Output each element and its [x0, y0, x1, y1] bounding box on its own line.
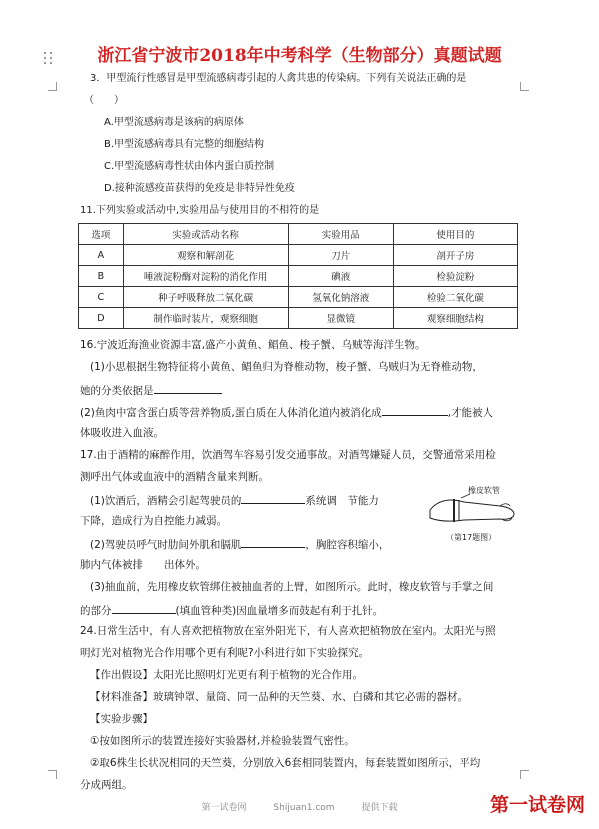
answer-blank[interactable]: [112, 603, 176, 614]
table-header-cell: 使用目的: [393, 224, 517, 245]
question-17-part-3: (3)抽血前，先用橡皮软管绑住被抽血者的上臂，如图所示。此时，橡皮软管与手掌之间: [90, 581, 494, 593]
arm-tourniquet-figure: [428, 484, 518, 546]
figure-caption: （第17题图）: [446, 533, 497, 542]
question-16-part-1-line-2: [80, 383, 222, 397]
question-17-part-3-text: 的部分: [80, 605, 112, 617]
page-corner-mark: [520, 770, 529, 779]
question-17-stem-line-2: 测呼出气体或血液中的酒精含量来判断。: [80, 471, 269, 483]
page-corner-mark: [520, 82, 529, 91]
answer-blank[interactable]: [382, 405, 448, 416]
table-cell: 制作临时装片，观察细胞: [123, 308, 288, 329]
table-cell: 检验二氧化碳: [393, 287, 517, 308]
table-cell: 检验淀粉: [393, 266, 517, 287]
question-11-stem: 11.下列实验或活动中,实验用品与使用目的不相符的是: [80, 205, 320, 216]
question-16-part-2-text-end: ,才能被人: [447, 407, 494, 419]
answer-blank[interactable]: [241, 537, 305, 548]
table-row: [79, 245, 518, 266]
materials-line: 【材料准备】玻璃钟罩、量筒、同一品种的天竺葵、水、白磷和其它必需的器材。: [90, 691, 468, 703]
table-header-cell: 实验或活动名称: [123, 224, 288, 245]
question-16-part-1-text: 她的分类依据是: [80, 385, 154, 397]
table-cell: A: [79, 245, 124, 266]
page-corner-mark: [48, 82, 57, 91]
figure-label: 橡皮软管: [468, 486, 500, 495]
table-cell: 碘液: [288, 266, 393, 287]
question-17-part-1-line-2: 下降，造成行为自控能力减弱。: [80, 515, 227, 527]
table-header-cell: 选项: [79, 224, 124, 245]
question-17-part-1: [90, 493, 379, 507]
table-cell: 剖开子房: [393, 245, 517, 266]
answer-blank[interactable]: [154, 383, 222, 394]
table-cell: 刀片: [288, 245, 393, 266]
footer-site: 第一试卷网: [201, 803, 247, 813]
table-row: [79, 287, 518, 308]
step-2: ②取6株生长状况相同的天竺葵，分别放入6套相同装置内，每套装置如图所示，平均: [90, 757, 481, 769]
question-17-part-2: [90, 537, 389, 551]
option-b: B.甲型流感病毒具有完整的细胞结构: [104, 139, 265, 150]
option-a: A.甲型流感病毒是该病的病原体: [104, 117, 244, 128]
table-cell: 氢氧化钠溶液: [288, 287, 393, 308]
question-16-stem: 16.宁波近海渔业资源丰富,盛产小黄鱼、鲳鱼、梭子蟹、乌贼等海洋生物。: [80, 339, 426, 351]
answer-bracket: （ ）: [84, 95, 124, 106]
hypothesis-line: 【作出假设】太阳光比照明灯光更有利于植物的光合作用。: [90, 669, 363, 681]
option-d: D.接种流感疫苗获得的免疫是非特异性免疫: [104, 183, 295, 194]
answer-blank[interactable]: [241, 493, 305, 504]
question-3-stem: 3．甲型流行性感冒是甲型流感病毒引起的人禽共患的传染病。下列有关说法正确的是: [90, 73, 467, 84]
table-row: [79, 308, 518, 329]
question-17-part-1-text-end: 系统调 节能力: [305, 495, 379, 507]
table-cell: 种子呼吸释放二氧化碳: [123, 287, 288, 308]
question-17-part-3-text-end: (填血管种类)因血量增多而鼓起有利于扎针。: [175, 605, 384, 617]
footer-url[interactable]: Shijuan1.com: [273, 803, 335, 813]
question-17-part-2-text: (2)驾驶员呼气时肋间外肌和膈肌: [90, 539, 242, 551]
step-1: ①按如图所示的装置连接好实验器材,并检验装置气密性。: [90, 735, 355, 747]
footer-slogan: 提供下载: [361, 803, 398, 813]
page-title: 浙江省宁波市2018年中考科学（生物部分）真题试题: [97, 46, 502, 66]
table-cell: 显微镜: [288, 308, 393, 329]
table-cell: 唾液淀粉酶对淀粉的消化作用: [123, 266, 288, 287]
step-2-line-2: 分成两组。: [80, 779, 133, 791]
table-cell: D: [79, 308, 124, 329]
question-24-stem-line-2: 明灯光对植物光合作用哪个更有利呢?小科进行如下实验探究。: [80, 647, 370, 659]
table-cell: B: [79, 266, 124, 287]
table-cell: C: [79, 287, 124, 308]
question-16-part-1: (1)小思根据生物特征将小黄鱼、鲳鱼归为脊椎动物，梭子蟹、乌贼归为无脊椎动物，: [90, 361, 483, 373]
question-17-part-2-line-2: 肺内气体被排 出体外。: [80, 559, 206, 571]
page-corner-mark: [48, 770, 57, 779]
question-17-part-3-line-2: [80, 603, 383, 617]
steps-heading: 【实验步骤】: [90, 713, 153, 725]
question-16-part-2: [80, 405, 493, 419]
table-cell: 观察细胞结构: [393, 308, 517, 329]
question-16-part-2-text: (2)鱼肉中富含蛋白质等营养物质,蛋白质在人体消化道内被消化成: [80, 407, 382, 419]
table-cell: 观察和解剖花: [123, 245, 288, 266]
question-16-part-2-line-2: 体吸收进入血液。: [80, 427, 164, 439]
question-17-part-2-text-end: ，胸腔容积缩小，: [305, 539, 390, 551]
question-17-stem: 17.由于酒精的麻醉作用，饮酒驾车容易引发交通事故。对酒驾嫌疑人员，交警通常采用检: [80, 449, 496, 461]
question-24-stem: 24.日常生活中，有人喜欢把植物放在室外阳光下，有人喜欢把植物放在室内。太阳光与照: [80, 625, 496, 637]
question-17-part-1-text: (1)饮酒后，酒精会引起驾驶员的: [90, 495, 242, 507]
table-header-row: [79, 224, 518, 245]
table-row: [79, 266, 518, 287]
option-c: C.甲型流感病毒性状由体内蛋白质控制: [104, 161, 275, 172]
site-logo: 第一试卷网: [489, 794, 585, 816]
experiment-table: [78, 223, 518, 329]
table-header-cell: 实验用品: [288, 224, 393, 245]
